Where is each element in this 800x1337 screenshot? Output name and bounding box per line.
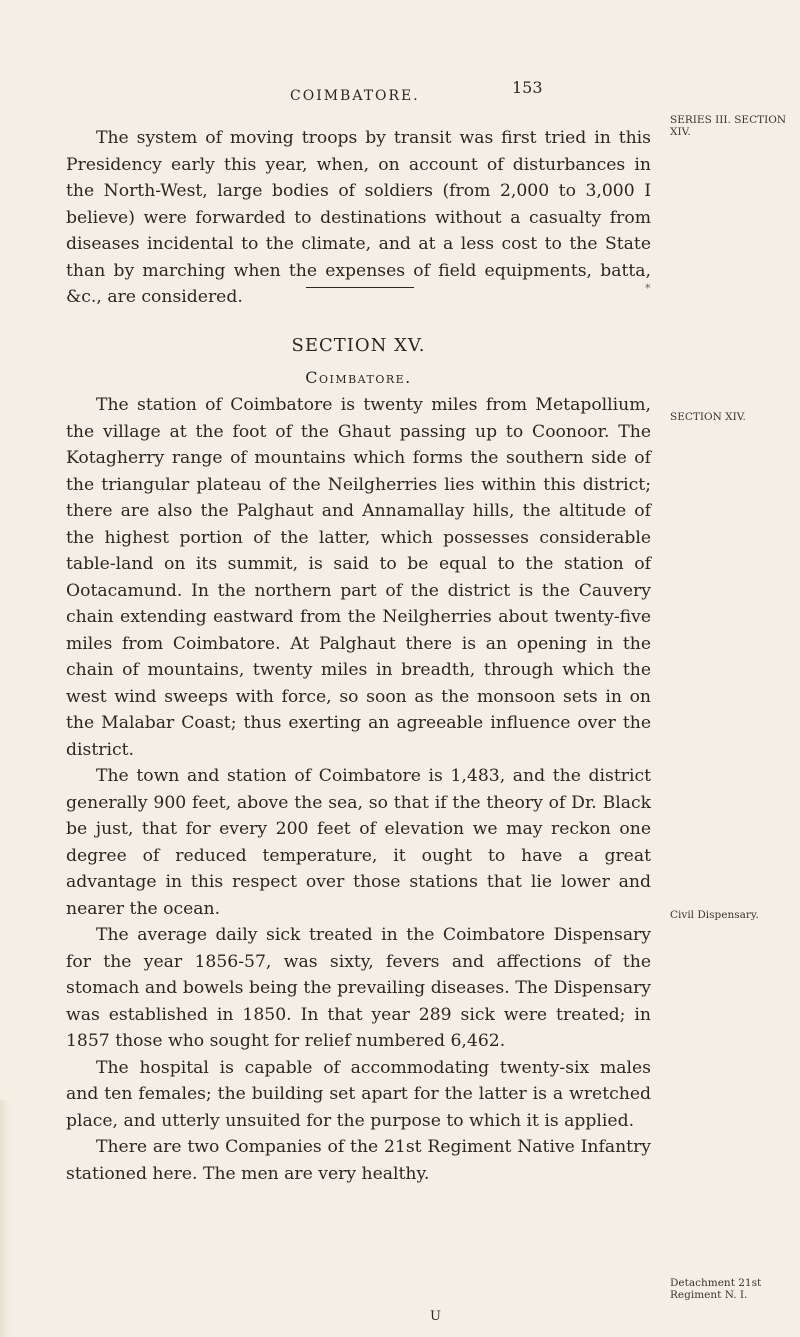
paragraph-elevation: The town and station of Coimbatore is 1,483, and the district generally 900 feet, above the sea, so that if the theory of Dr. Black be just, that for every 200 feet of elevation we may reckon one degree of reduced temperature, it ought to have a great advantage in this respect over those stations that lie lower and nearer the ocean. <box>66 766 651 919</box>
paragraph-hospital: The hospital is capable of accommodating twenty-six males and ten females; the building set apart for the latter is a wretched place, and utterly unsuited for the purpose to which it is applied. <box>66 1057 651 1131</box>
divider-mark: * <box>645 282 651 295</box>
paragraph-geography: The station of Coimbatore is twenty miles from Metapollium, the village at the foot of the Ghaut passing up to Coonoor. The Kotagherry range of mountains which forms the southern side of the triangular plateau of the Neilgherries lies within this district; there are also the Palghaut and Annamallay hills, the altitude of the highest portion of the latter, which possesses considerable table-land on its summit, is said to be equal to the station of Ootacamund. In the northern part of the district is the Cauvery chain extending eastward from the Neilgherries about twenty-five miles from Coimbatore. At Palghaut there is an opening in the chain of mountains, twenty miles in breadth, through which the west wind sweeps with force, so soon as the monsoon sets in on the Malabar Coast; thus exerting an agreeable influence over the district. <box>66 395 651 760</box>
section-heading: SECTION XV. <box>291 335 426 356</box>
page-number: 153 <box>512 78 543 97</box>
margin-note-section: SECTION XIV. <box>670 411 746 423</box>
paragraph-dispensary: The average daily sick treated in the Coimbatore Dispensary for the year 1856-57, was sixty, fevers and affections of the stomach and bowels being the prevailing diseases. The Dispensary was established in 1850. In that year 289 sick were treated; in 1857 those who sought for relief numbered 6,462. <box>66 925 651 1051</box>
running-title: COIMBATORE. <box>290 88 420 104</box>
intro-paragraph: The system of moving troops by transit was first tried in this Presidency early this year, when, on account of disturbances in the North-West, large bodies of soldiers (from 2,000 to 3,000 I believe) were forwarded to destinations without a casualty from diseases incidental to the climate, and at a less cost to the State than by marching when the expenses of field equipments, batta, &c., are considered. <box>66 128 651 307</box>
margin-note-series: SERIES III. SECTION XIV. <box>670 114 787 138</box>
margin-note-detachment: Detachment 21st Regiment N. I. <box>670 1277 762 1301</box>
section-place-heading: Coimbatore. <box>305 368 412 387</box>
section-divider-rule <box>306 287 414 288</box>
section-text-block <box>66 392 651 1187</box>
page-edge-shading <box>0 1100 10 1337</box>
signature-mark: U <box>430 1309 441 1324</box>
intro-text-block <box>66 125 651 311</box>
paragraph-detachment: There are two Companies of the 21st Regiment Native Infantry stationed here. The men are very healthy. <box>66 1137 651 1184</box>
margin-note-dispensary: Civil Dispensary. <box>670 909 759 921</box>
